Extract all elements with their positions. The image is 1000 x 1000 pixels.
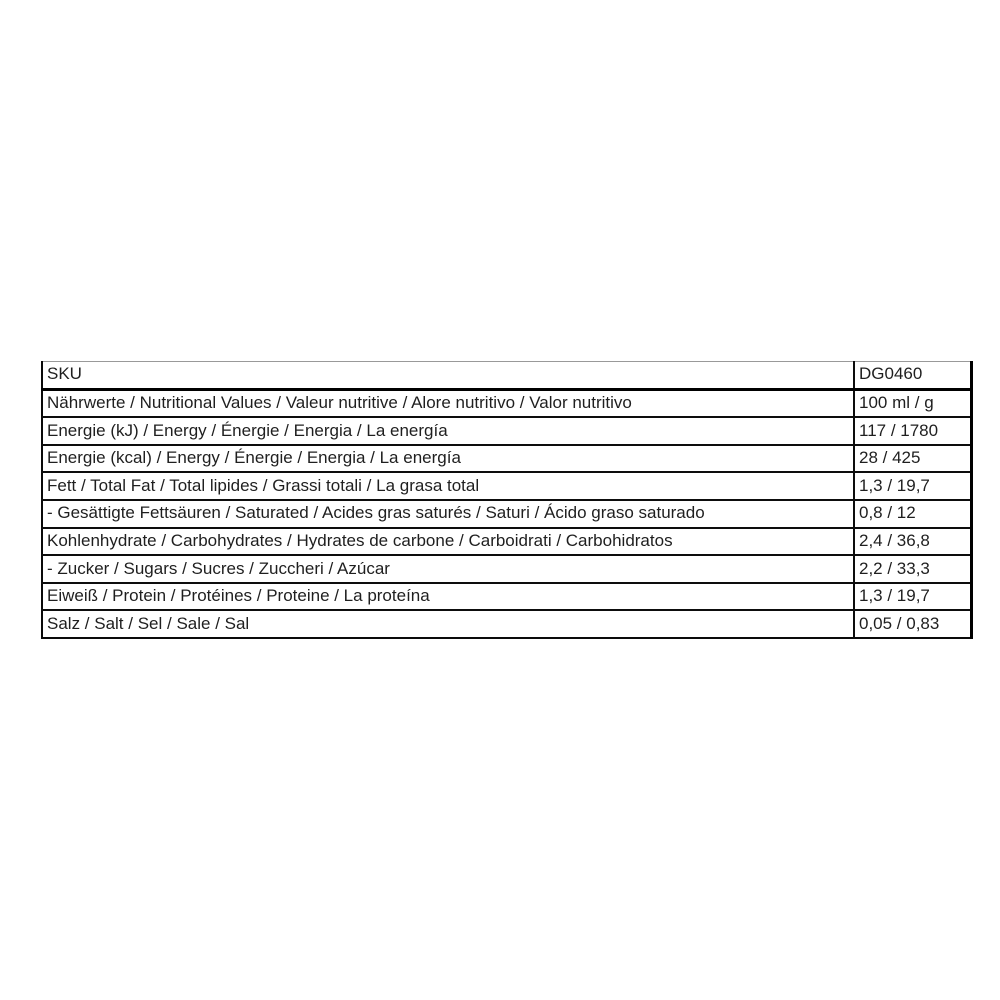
row-energy-kcal [42, 445, 972, 473]
row-saturated-fat [42, 500, 972, 528]
value-cell: 0,8 / 12 [854, 500, 972, 528]
value-cell: 2,4 / 36,8 [854, 528, 972, 556]
row-protein [42, 583, 972, 611]
label-cell: Energie (kcal) / Energy / Énergie / Energia / La energía [42, 445, 854, 473]
value-cell: 1,3 / 19,7 [854, 583, 972, 611]
value-cell: 100 ml / g [854, 389, 972, 417]
label-cell: - Gesättigte Fettsäuren / Saturated / Acides gras saturés / Saturi / Ácido graso saturado [42, 500, 854, 528]
value-cell: 2,2 / 33,3 [854, 555, 972, 583]
row-salt [42, 610, 972, 638]
label-cell: Eiweiß / Protein / Protéines / Proteine / La proteína [42, 583, 854, 611]
value-cell: 28 / 425 [854, 445, 972, 473]
row-sugars [42, 555, 972, 583]
nutrition-table [41, 361, 973, 639]
label-cell: Fett / Total Fat / Total lipides / Grassi totali / La grasa total [42, 472, 854, 500]
label-cell: Salz / Salt / Sel / Sale / Sal [42, 610, 854, 638]
label-cell: Kohlenhydrate / Carbohydrates / Hydrates de carbone / Carboidrati / Carbohidratos [42, 528, 854, 556]
value-cell: 1,3 / 19,7 [854, 472, 972, 500]
row-carbohydrates [42, 528, 972, 556]
label-cell: SKU [42, 362, 854, 390]
label-cell: Nährwerte / Nutritional Values / Valeur nutritive / Alore nutritivo / Valor nutritivo [42, 389, 854, 417]
value-cell: DG0460 [854, 362, 972, 390]
row-energy-kj [42, 417, 972, 445]
row-sku [42, 362, 972, 390]
label-cell: Energie (kJ) / Energy / Énergie / Energia / La energía [42, 417, 854, 445]
row-fat [42, 472, 972, 500]
row-nutritional-values [42, 389, 972, 417]
value-cell: 117 / 1780 [854, 417, 972, 445]
value-cell: 0,05 / 0,83 [859, 613, 940, 633]
label-cell: - Zucker / Sugars / Sucres / Zuccheri / Azúcar [42, 555, 854, 583]
